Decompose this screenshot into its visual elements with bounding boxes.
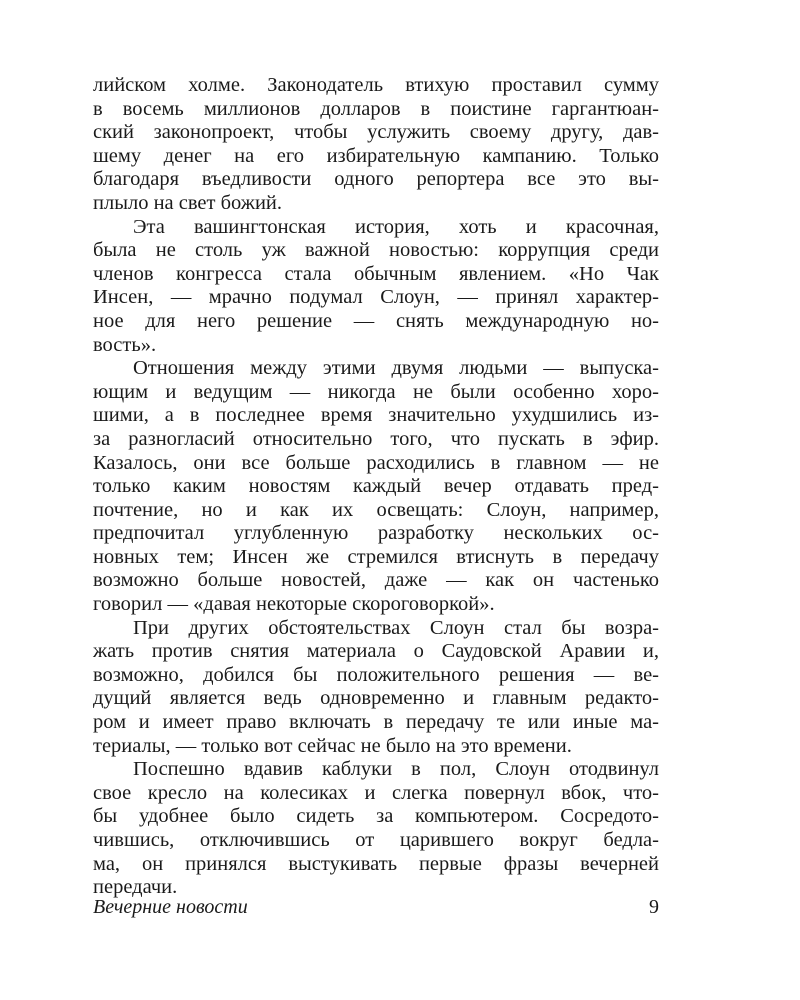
- text-line: передачи.: [93, 876, 178, 899]
- text-line: возможно, добился бы положительного решения — ве-: [93, 663, 659, 686]
- text-line: говорил — «давая некоторые скороговоркой».: [93, 593, 495, 616]
- text-line: бы удобнее было сидеть за компьютером. Сосредото-: [93, 805, 659, 828]
- text-line: возможно больше новостей, даже — как он частенько: [93, 569, 659, 592]
- text-line: ющим и ведущим — никогда не были особенно хоро-: [93, 380, 659, 403]
- text-line: При других обстоятельствах Слоун стал бы возра-: [133, 616, 659, 639]
- body-text: [93, 74, 659, 900]
- text-line: шему денег на его избирательную кампанию. Только: [93, 144, 659, 167]
- paragraph: [93, 758, 659, 900]
- text-line: вость».: [93, 333, 157, 356]
- paragraph: [93, 216, 659, 358]
- text-line: за разногласий относительно того, что пускать в эфир.: [93, 427, 659, 450]
- text-line: почтение, но и как их освещать: Слоун, например,: [93, 498, 659, 521]
- text-line: Казалось, они все больше расходились в главном — не: [93, 451, 659, 474]
- text-line: благодаря въедливости одного репортера все это вы-: [93, 168, 659, 191]
- text-line: новных тем; Инсен же стремился втиснуть в передачу: [93, 545, 659, 568]
- text-line: Отношения между этими двумя людьми — выпуска-: [133, 357, 659, 380]
- text-line: в восемь миллионов долларов в поистине гаргантюан-: [93, 97, 659, 120]
- text-line: лийском холме. Законодатель втихую проставил сумму: [93, 74, 659, 96]
- text-line: ма, он принялся выстукивать первые фразы вечерней: [93, 852, 659, 875]
- text-line: Поспешно вдавив каблуки в пол, Слоун отодвинул: [133, 758, 659, 781]
- text-line: ский законопроект, чтобы услужить своему другу, дав-: [93, 121, 659, 144]
- text-line: жать против снятия материала о Саудовской Аравии и,: [93, 640, 659, 663]
- text-line: плыло на свет божий.: [93, 191, 283, 214]
- text-line: Инсен, — мрачно подумал Слоун, — принял характер-: [93, 286, 659, 309]
- running-title: Вечерние новости: [93, 896, 248, 918]
- text-line: шими, а в последнее время значительно ухудшились из-: [93, 404, 659, 427]
- paragraph: [93, 617, 659, 759]
- text-line: предпочитал углубленную разработку нескольких ос-: [93, 522, 659, 545]
- text-line: членов конгресса стала обычным явлением. «Но Чак: [93, 262, 659, 285]
- text-line: дущий является ведь одновременно и главным редакто-: [93, 687, 659, 710]
- page-number: 9: [649, 896, 659, 918]
- text-line: Эта вашингтонская история, хоть и красочная,: [133, 215, 659, 238]
- page-footer: [93, 896, 659, 924]
- paragraph: [93, 74, 659, 216]
- text-line: ром и имеет право включать в передачу те или иные ма-: [93, 711, 659, 734]
- text-line: была не столь уж важной новостью: коррупция среди: [93, 239, 659, 262]
- text-line: только каким новостям каждый вечер отдавать пред-: [93, 475, 659, 498]
- text-line: свое кресло на колесиках и слегка повернул вбок, что-: [93, 781, 659, 804]
- text-line: чившись, отключившись от царившего вокруг бедла-: [93, 829, 659, 851]
- text-line: ное для него решение — снять международную но-: [93, 309, 659, 332]
- paragraph: [93, 357, 659, 617]
- text-line: териалы, — только вот сейчас не было на это времени.: [93, 734, 572, 757]
